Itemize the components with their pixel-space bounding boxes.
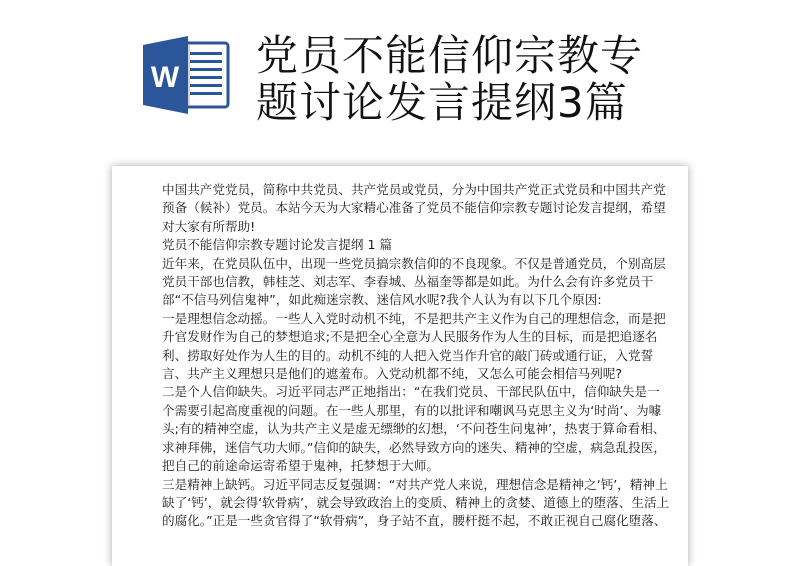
svg-text:W: W [150,61,180,94]
section-heading: 党员不能信仰宗教专题讨论发言提纲 1 篇 [162,237,393,253]
paragraph: 中国共产党党员，简称中共党员、共产党员或党员，分为中国共产党正式党员和中国共产党预备（候补）党员。本站今天为大家精心准备了党员不能信仰宗教专题讨论发言提纲，希望对大家有所帮助! [162,182,666,234]
page-title [256,32,643,126]
word-icon [140,33,232,117]
paragraph: 近年来，在党员队伍中，出现一些党员搞宗教信仰的不良现象。不仅是普通党员，个别高层党员干部也信教，韩桂芝、刘志军、李春城、丛福奎等都是如此。为什么会有许多党员干部“不信马列信鬼神”，如此痴迷宗教、迷信风水呢?我个人认为有以下几个原因: [162,255,666,308]
title-line-1: 党员不能信仰宗教专 [256,31,644,80]
paragraph: 二是个人信仰缺失。习近平同志严正地指出：“在我们党员、干部民队伍中，信仰缺失是一个需要引起高度重视的问题。在一些人那里，有的以批评和嘲讽马克思主义为‘时尚’、为噱头;有的精神空虚，认为共产主义是虚无缥缈的幻想，‘不问苍生问鬼神’，热衷于算命看相、求神拜佛，迷信气功大师。”信仰的缺失，必然导致方向的迷失、精神的空虚，病急乱投医，把自己的前途命运寄希望于鬼神，托梦想于大师。 [162,384,666,474]
paragraph: 三是精神上缺钙。习近平同志反复强调：“对共产党人来说，理想信念是精神之‘钙’，精神上缺了‘钙’，就会得‘软骨病’，就会导致政治上的变质、精神上的贪婪、道德上的堕落、生活上的腐化。”正是一些贪官得了“软骨病”，身子站不直，腰杆挺不起，不敢正视自己腐化堕落、 [162,476,670,529]
paragraph: 一是理想信念动摇。一些人入党时动机不纯，不是把共产主义作为自己的理想信念，而是把升官发财作为自己的梦想追求;不是把全心全意为人民服务作为人生的目标，而是把追逐名利、捞取好处作为人生的目的。动机不纯的人把入党当作升官的敲门砖或通行证，入党誓言、共产主义理想只是他们的遮羞布。入党动机都不纯，又怎么可能会相信马列呢? [162,310,666,382]
document-body [162,181,672,531]
title-line-2: 题讨论发言提纲3篇 [256,78,628,127]
